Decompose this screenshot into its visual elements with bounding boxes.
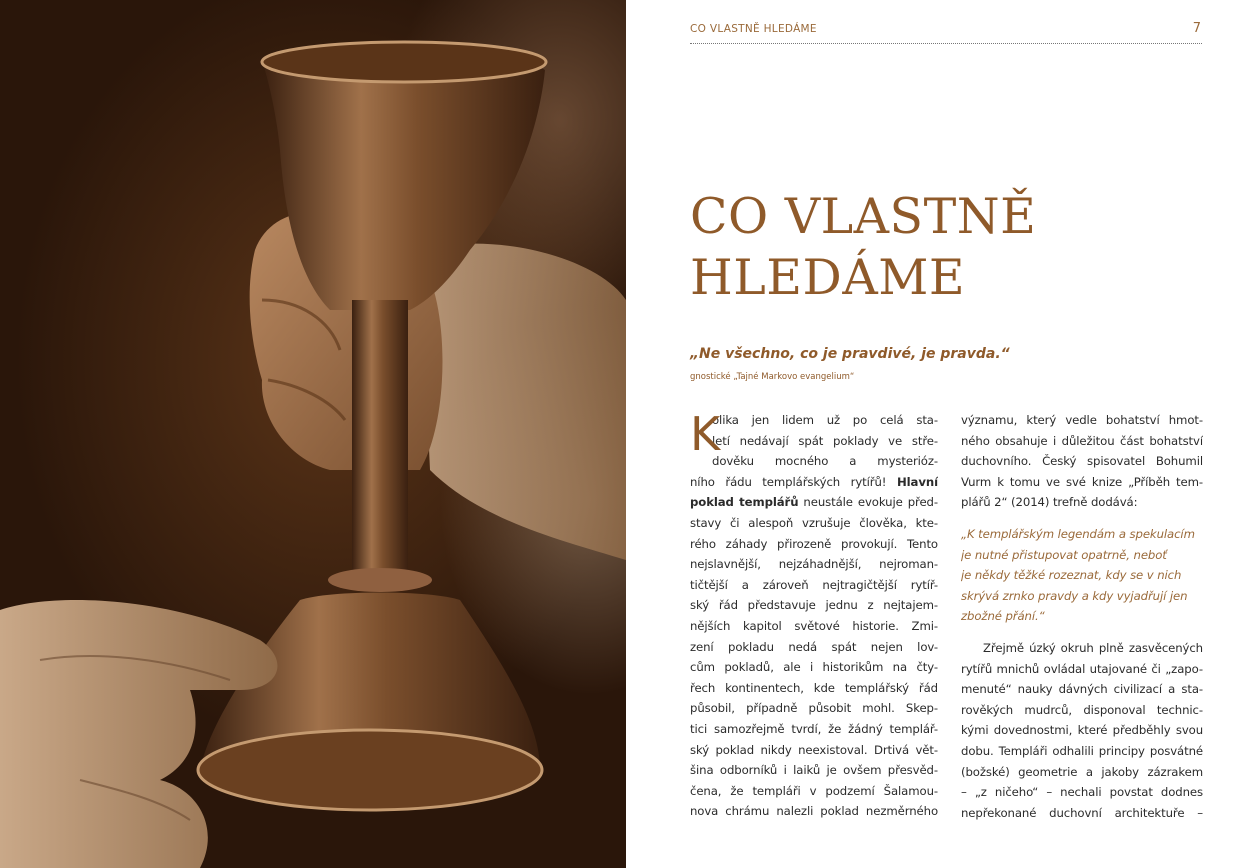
quote-line: je nutné přistupovat opatrně, neboť	[961, 547, 1167, 562]
epigraph-quote: „Ne všechno, co je pravdivé, je pravda.“	[690, 346, 1010, 362]
text-line: Vurm k tomu ve své knize „Příběh tem-	[961, 474, 1203, 489]
chapter-title	[690, 186, 1036, 308]
text-line: šina odborníků i laiků je ovšem přesvěd-	[690, 763, 938, 778]
text-line: (božské) geometrie a jakoby zázrakem	[961, 764, 1203, 779]
dropcap-paragraph	[690, 407, 938, 472]
text-line: kými dovednostmi, které předběhly svou	[961, 723, 1203, 738]
text-line-with-bold: poklad templářů neustále evokuje před-	[690, 495, 938, 510]
text-line: olika jen lidem už po celá sta-	[712, 413, 938, 427]
header-divider	[690, 43, 1202, 44]
running-head: CO VLASTNĚ HLEDÁME	[690, 23, 817, 35]
text-line: ský poklad nikdy neexistoval. Drtivá vět-	[690, 742, 938, 757]
quote-line: skrývá zrnko pravdy a kdy vyjadřují jen	[961, 588, 1188, 603]
text-line: řech kontinentech, kde templářský řád	[690, 680, 938, 695]
text-line: – „z ničeho“ – nechali povstat dodnes	[961, 785, 1203, 800]
text-line: čena, že templáři v podzemí Šalamou-	[690, 783, 938, 798]
text-line: nějších kapitol světové historie. Zmi-	[690, 618, 938, 633]
page-number: 7	[1192, 21, 1201, 36]
text-line: rytířů mnichů ovládal utajované či „zapo-	[961, 661, 1203, 676]
block-quote	[961, 524, 1203, 627]
bold-text: poklad templářů	[690, 495, 799, 510]
text-line: ský řád představuje jednu z nejtajem-	[690, 598, 938, 613]
text-line: cům pokladů, ale i historikům na čty-	[690, 660, 938, 675]
body-column-right	[961, 410, 1203, 823]
bold-text: Hlavní	[896, 474, 938, 489]
quote-line: je někdy těžké rozeznat, kdy se v nich	[961, 568, 1182, 583]
text-line: Zřejmě úzký okruh plně zasvěcených	[983, 640, 1203, 655]
text-line: dověku mocného a mysterióz-	[712, 454, 938, 469]
text-line: zení pokladu nedá spát nejen lov-	[690, 639, 938, 654]
text-line: plářů 2“ (2014) trefně dodává:	[961, 495, 1138, 510]
body-column-left	[690, 407, 938, 822]
text-line: letí nedávají spát poklady ve stře-	[712, 433, 938, 448]
quote-line: „K templářským legendám a spekulacím	[961, 526, 1195, 541]
text-line: tici samozřejmě tvrdí, že žádný templář-	[690, 721, 938, 736]
dropcap-letter: K	[690, 407, 721, 461]
text-line: významu, který vedle bohatství hmot-	[961, 413, 1203, 427]
text-line: nepřekonané duchovní architektuře –	[961, 805, 1203, 820]
text-line: nejslavnější, nejzáhadnější, nejroman-	[690, 557, 938, 572]
chapter-title-line-1: CO VLASTNĚ	[690, 188, 1037, 245]
text-line: ného obsahuje i důležitou část bohatství	[961, 433, 1203, 448]
text-line: tičtější a zároveň nejtragičtější rytíř-	[690, 577, 938, 592]
text-line: působil, případně působit mohl. Skep-	[690, 701, 938, 716]
text-line: menuté“ nauky dávných civilizací a sta-	[961, 682, 1203, 697]
epigraph-source: gnostické „Tajné Markovo evangelium“	[690, 372, 855, 382]
text-line-with-bold: ního řádu templářských rytířů! Hlavní	[690, 474, 938, 489]
quote-line: zbožné přání.“	[961, 609, 1045, 624]
text-line: nova chrámu nalezli poklad nezměrného	[690, 804, 938, 819]
text-line: duchovního. Český spisovatel Bohumil	[961, 454, 1203, 469]
text-line: rého záhady přirozeně provokují. Tento	[690, 536, 938, 551]
text-line: stavy či alespoň vzrušuje člověka, kte-	[690, 515, 938, 530]
text-line: dobu. Templáři odhalili principy posvátné	[961, 743, 1203, 758]
chapter-title-line-2: HLEDÁME	[690, 249, 966, 306]
text-page	[626, 0, 1251, 868]
text-line: rověkých mudrců, disponoval technic-	[961, 702, 1203, 717]
